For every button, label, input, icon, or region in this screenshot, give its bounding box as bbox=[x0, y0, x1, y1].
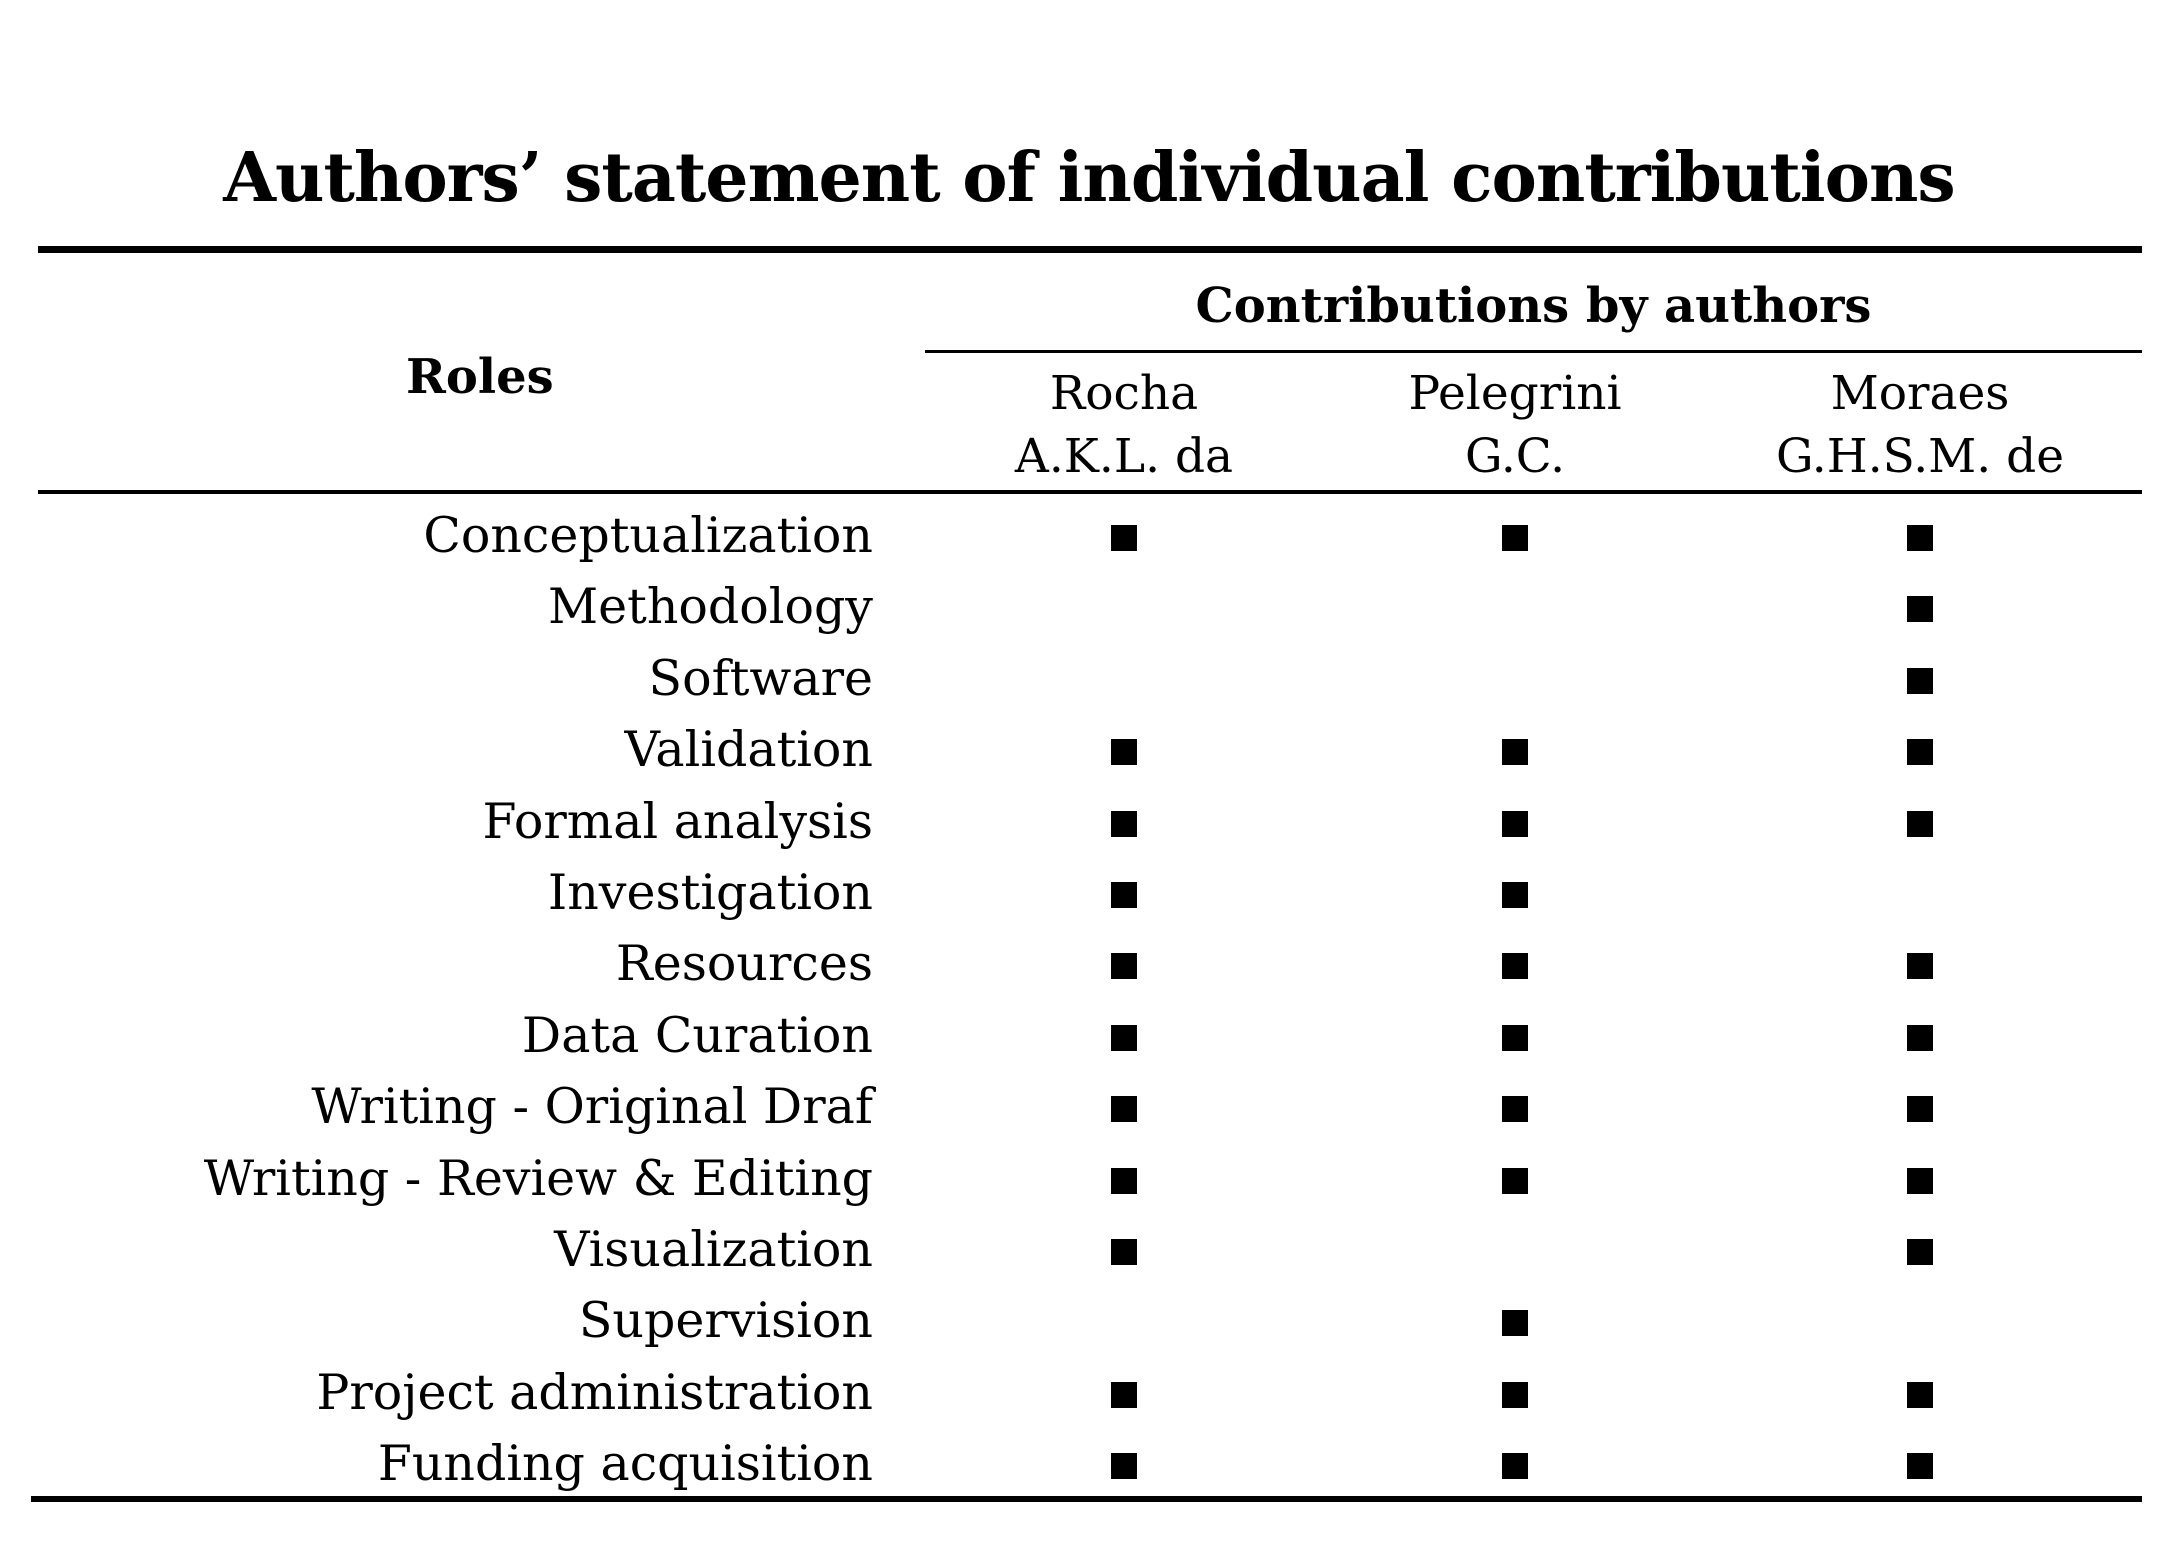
table-row bbox=[0, 571, 2178, 642]
contribution-mark-icon bbox=[1111, 1168, 1137, 1194]
role-label: Supervision bbox=[578, 1292, 873, 1350]
table-row bbox=[0, 928, 2178, 999]
contributions-table-body bbox=[0, 500, 2178, 1499]
contribution-mark-icon bbox=[1502, 525, 1528, 551]
author-column-header-pelegrini bbox=[1315, 362, 1715, 488]
contribution-mark-icon bbox=[1111, 1025, 1137, 1051]
table-row bbox=[0, 1214, 2178, 1285]
role-label: Funding acquisition bbox=[377, 1435, 873, 1493]
contribution-mark-icon bbox=[1907, 1168, 1933, 1194]
role-label: Investigation bbox=[547, 863, 873, 921]
table-row bbox=[0, 1143, 2178, 1214]
contribution-mark-icon bbox=[1111, 1096, 1137, 1122]
contribution-mark-icon bbox=[1111, 1382, 1137, 1408]
role-label: Methodology bbox=[547, 578, 873, 636]
contribution-mark-icon bbox=[1111, 1453, 1137, 1479]
table-top-rule bbox=[38, 246, 2142, 253]
contribution-mark-icon bbox=[1502, 1096, 1528, 1122]
table-row bbox=[0, 714, 2178, 785]
author-surname: Rocha bbox=[1049, 366, 1199, 421]
role-label: Writing - Original Draf bbox=[311, 1078, 873, 1136]
table-row bbox=[0, 1428, 2178, 1499]
contribution-mark-icon bbox=[1111, 1239, 1137, 1265]
contribution-mark-icon bbox=[1907, 596, 1933, 622]
table-row bbox=[0, 1000, 2178, 1071]
contribution-mark-icon bbox=[1111, 525, 1137, 551]
contribution-mark-icon bbox=[1111, 811, 1137, 837]
author-initials: G.C. bbox=[1464, 429, 1566, 484]
role-label: Validation bbox=[624, 721, 873, 779]
table-row bbox=[0, 857, 2178, 928]
author-surname: Moraes bbox=[1830, 366, 2010, 421]
contribution-mark-icon bbox=[1907, 668, 1933, 694]
role-label: Project administration bbox=[316, 1363, 873, 1421]
table-row bbox=[0, 1285, 2178, 1356]
role-label: Software bbox=[648, 649, 873, 707]
author-initials: G.H.S.M. de bbox=[1775, 429, 2065, 484]
page-title: Authors’ statement of individual contributions bbox=[223, 138, 1955, 218]
table-row bbox=[0, 1357, 2178, 1428]
author-initials: A.K.L. da bbox=[1014, 429, 1234, 484]
table-row bbox=[0, 1071, 2178, 1142]
contribution-mark-icon bbox=[1502, 1168, 1528, 1194]
contribution-mark-icon bbox=[1502, 882, 1528, 908]
roles-header: Roles bbox=[406, 349, 554, 405]
role-label: Conceptualization bbox=[423, 507, 873, 564]
contribution-mark-icon bbox=[1907, 1239, 1933, 1265]
table-bottom-rule bbox=[31, 1496, 2142, 1502]
role-label: Formal analysis bbox=[482, 792, 873, 850]
contribution-mark-icon bbox=[1907, 1382, 1933, 1408]
contribution-mark-icon bbox=[1907, 953, 1933, 979]
contribution-mark-icon bbox=[1907, 739, 1933, 765]
contribution-mark-icon bbox=[1502, 953, 1528, 979]
contributions-header-rule bbox=[925, 350, 2142, 353]
contribution-mark-icon bbox=[1111, 953, 1137, 979]
contributions-header: Contributions by authors bbox=[1195, 278, 1872, 334]
contribution-mark-icon bbox=[1907, 1453, 1933, 1479]
table-row bbox=[0, 643, 2178, 714]
author-column-header-rocha bbox=[924, 362, 1324, 488]
contribution-mark-icon bbox=[1907, 811, 1933, 837]
contribution-mark-icon bbox=[1907, 525, 1933, 551]
contribution-mark-icon bbox=[1502, 811, 1528, 837]
role-label: Writing - Review & Editing bbox=[203, 1149, 873, 1207]
author-surname: Pelegrini bbox=[1408, 366, 1622, 421]
contribution-mark-icon bbox=[1502, 739, 1528, 765]
contribution-mark-icon bbox=[1907, 1096, 1933, 1122]
contribution-mark-icon bbox=[1111, 882, 1137, 908]
table-row bbox=[0, 500, 2178, 571]
role-label: Resources bbox=[615, 935, 873, 993]
contribution-mark-icon bbox=[1907, 1025, 1933, 1051]
contribution-mark-icon bbox=[1502, 1025, 1528, 1051]
contribution-mark-icon bbox=[1502, 1310, 1528, 1336]
contribution-mark-icon bbox=[1502, 1453, 1528, 1479]
contribution-mark-icon bbox=[1111, 739, 1137, 765]
role-label: Visualization bbox=[554, 1220, 873, 1278]
author-column-header-moraes bbox=[1715, 362, 2125, 488]
table-row bbox=[0, 786, 2178, 857]
contribution-mark-icon bbox=[1502, 1382, 1528, 1408]
table-header-rule bbox=[38, 490, 2142, 494]
role-label: Data Curation bbox=[521, 1006, 873, 1064]
